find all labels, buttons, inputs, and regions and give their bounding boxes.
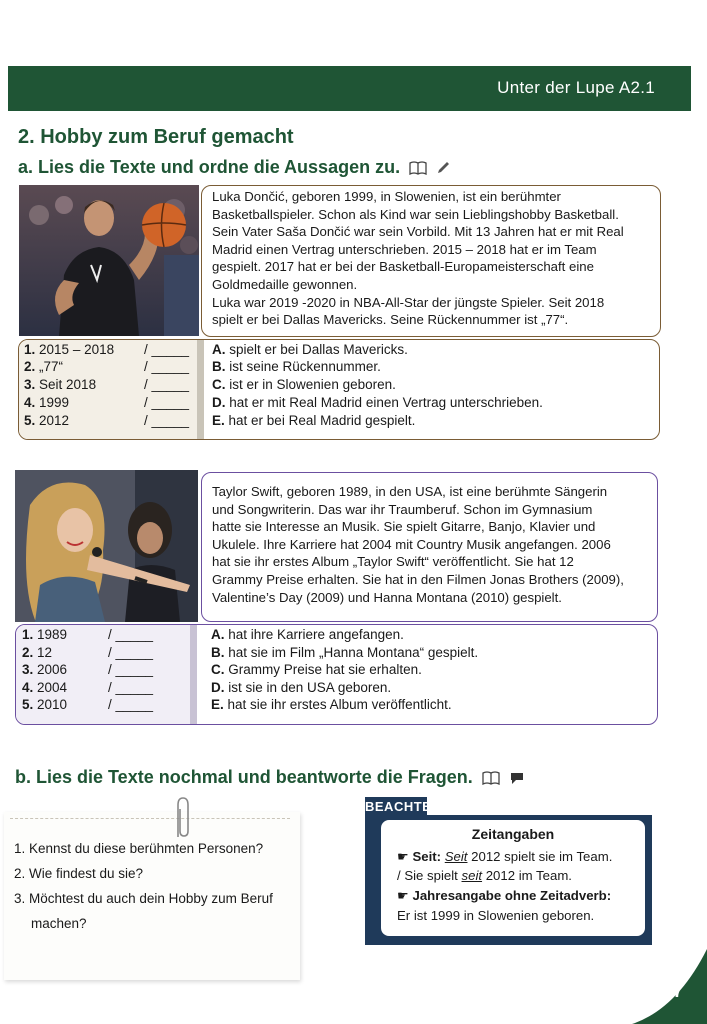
taylor-text-line: Taylor Swift, geboren 1989, in den USA, ist eine berühmte Sängerin (212, 484, 608, 499)
pointing-hand-icon: ☛ (397, 849, 409, 864)
note-tear-line (10, 818, 290, 819)
task-b-title: b. Lies die Texte nochmal und beantworte die Fragen. (15, 767, 473, 787)
taylor-right-item: E. hat sie ihr erstes Album veröffentlicht. (211, 697, 452, 712)
taylor-right-item: B. hat sie im Film „Hanna Montana“ gespielt. (211, 645, 479, 660)
taylor-left-item: 5. 2010 (22, 697, 68, 712)
luka-text-line: Luka Dončić, geboren 1999, in Slowenien, ist ein berühmter (212, 189, 561, 204)
taylor-text-line: und Songwriterin. Das war ihr Traumberuf. Schon im Gymnasium (212, 501, 593, 517)
luka-text-line: spielt er bei Dallas Mavericks. Seine Rückennummer ist „77“. (212, 312, 569, 328)
luka-left-item: 3. Seit 2018 (24, 377, 97, 392)
answer-blank[interactable]: / _____ (108, 645, 154, 660)
luka-photo (19, 185, 199, 336)
speech-bubble-icon (509, 771, 525, 785)
question-item: 2. Wie findest du sie? (14, 866, 144, 881)
luka-right-item: C. ist er in Slowenien geboren. (212, 377, 396, 392)
answer-blank[interactable]: / _____ (108, 697, 154, 712)
taylor-text-line: hat sie ihr erstes Album „Taylor Swift“ veröffentlicht. Sie hat 12 (212, 554, 574, 570)
question-item: 1. Kennst du diese berühmten Personen? (14, 841, 264, 856)
luka-left-item: 4. 1999 (24, 395, 70, 410)
taylor-text-line: hatte sie Interesse an Musik. Sie spielt Gitarre, Banjo, Klavier und (212, 519, 596, 535)
book-icon (482, 771, 500, 785)
luka-text-line: Basketballspieler. Schon als Kind war sein Lieblingshobby Basketball. (212, 206, 619, 222)
luka-left-item: 5. 2012 (24, 413, 70, 428)
answer-blank[interactable]: / _____ (144, 395, 190, 410)
taylor-photo (15, 470, 198, 622)
task-a-heading (18, 157, 450, 178)
taylor-text-line: Grammy Preise erhalten. Sie hat in den Filmen Jonas Brothers (2009), (212, 571, 624, 587)
luka-right-item: E. hat er bei Real Madrid gespielt. (212, 413, 416, 428)
book-icon (409, 161, 427, 175)
beachte-line-seit: ☛ Seit: Seit 2012 spielt sie im Team. (397, 849, 613, 864)
answer-blank[interactable]: / _____ (108, 680, 154, 695)
luka-text (201, 185, 661, 337)
luka-text-line: Madrid einen Vertrag unterschrieben. 2015 – 2018 hat er im Team (212, 241, 597, 257)
luka-left-item: 2. „77“ (24, 359, 64, 374)
question-item: 3. Möchtest du auch dein Hobby zum Beruf (14, 891, 273, 906)
beachte-line-jahres: ☛ Jahresangabe ohne Zeitadverb: (397, 888, 612, 903)
pointing-hand-icon: ☛ (397, 888, 409, 903)
task-b-heading (15, 767, 525, 788)
luka-right-item: D. hat er mit Real Madrid einen Vertrag unterschrieben. (212, 395, 543, 410)
answer-blank[interactable]: / _____ (144, 413, 190, 428)
beachte-tag: BEACHTE (365, 799, 432, 814)
taylor-right-item: D. ist sie in den USA geboren. (211, 680, 392, 695)
beachte-line-2: / Sie spielt seit 2012 im Team. (397, 868, 572, 883)
luka-right-item: B. ist seine Rückennummer. (212, 359, 381, 374)
taylor-text (201, 472, 658, 622)
section-title: 2. Hobby zum Beruf gemacht (18, 126, 294, 148)
page-number: 17 (662, 981, 683, 1001)
luka-right-item: A. spielt er bei Dallas Mavericks. (212, 342, 408, 357)
task-a-title: a. Lies die Texte und ordne die Aussagen zu. (18, 157, 401, 177)
taylor-left-item: 2. 12 (22, 645, 53, 660)
beachte-line-4: Er ist 1999 in Slowenien geboren. (397, 908, 595, 923)
luka-left-item: 1. 2015 – 2018 (24, 342, 115, 357)
taylor-text-line: Ukulele. Ihre Karriere hat 2004 mit Country Musik angefangen. 2006 (212, 536, 611, 552)
answer-blank[interactable]: / _____ (108, 627, 154, 642)
taylor-right-item: C. Grammy Preise hat sie erhalten. (211, 662, 422, 677)
header-bar (8, 66, 691, 111)
luka-text-line: Goldmedaille gewonnen. (212, 276, 358, 292)
paperclip-icon (170, 795, 192, 840)
taylor-right-item: A. hat ihre Karriere angefangen. (211, 627, 404, 642)
answer-blank[interactable]: / _____ (144, 377, 190, 392)
luka-text-line: Luka war 2019 -2020 in NBA-All-Star der jüngste Spieler. Seit 2018 (212, 294, 605, 310)
luka-text-line: gespielt. 2017 hat er bei der Basketball-Europameisterschaft eine (212, 259, 594, 275)
beachte-content (381, 820, 645, 936)
taylor-text-line: Valentine’s Day (2009) und Hanna Montana (2010) gespielt. (212, 589, 562, 605)
answer-blank[interactable]: / _____ (144, 359, 190, 374)
question-item-continued: machen? (31, 916, 87, 931)
taylor-left-item: 4. 2004 (22, 680, 68, 695)
taylor-left-item: 1. 1989 (22, 627, 68, 642)
answer-blank[interactable]: / _____ (108, 662, 154, 677)
book-title: Unter der Lupe A2.1 (497, 78, 655, 97)
luka-text-line: Sein Vater Saša Dončić war sein Vorbild. Mit 13 Jahren hat er mit Real (212, 224, 624, 240)
answer-blank[interactable]: / _____ (144, 342, 190, 357)
beachte-heading: Zeitangaben (471, 826, 555, 842)
pencil-icon (436, 161, 450, 175)
taylor-left-item: 3. 2006 (22, 662, 68, 677)
